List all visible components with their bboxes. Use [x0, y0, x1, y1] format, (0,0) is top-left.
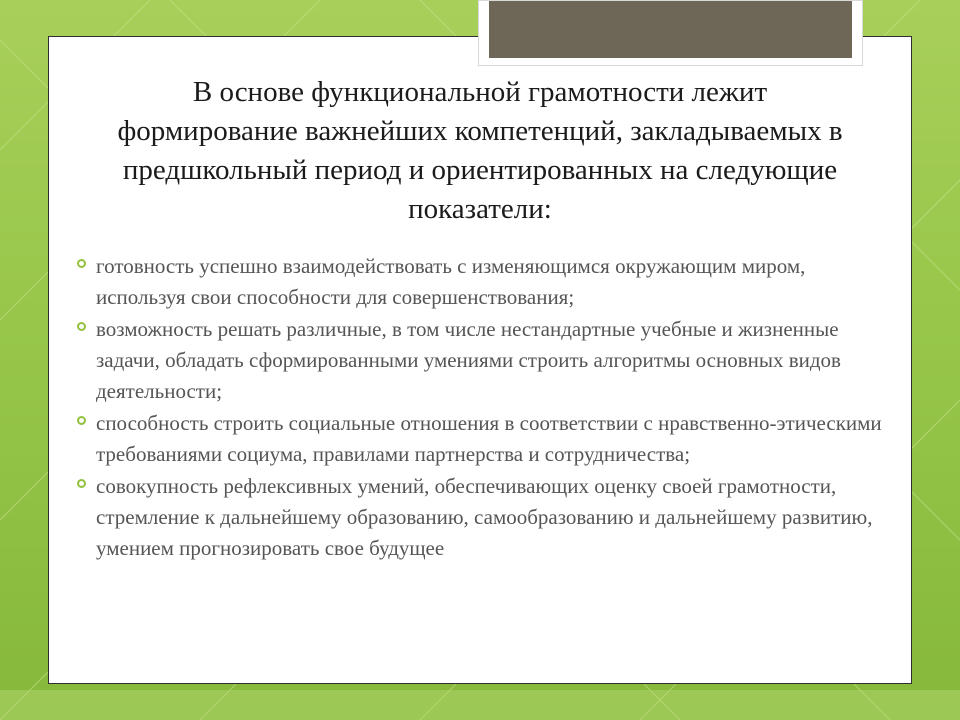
list-item-text: возможность решать различные, в том числе нестандартные учебные и жизненные задачи, обладать сформированными умениями строить алгоритмы основных видов деятельности;: [96, 317, 841, 403]
list-item-text: способность строить социальные отношения в соответствии с нравственно-этическими требованиями социума, правилами партнерства и сотрудничества;: [96, 411, 882, 466]
list-item-text: готовность успешно взаимодействовать с изменяющимся окружающим миром, используя свои способности для совершенствования;: [96, 254, 806, 309]
ring-bullet-icon: [77, 322, 86, 331]
ring-bullet-icon: [77, 259, 86, 268]
list-item-text: совокупность рефлексивных умений, обеспечивающих оценку своей грамотности, стремление к дальнейшему образованию, самообразованию и дальнейшему развитию, умением прогнозировать свое будущее: [96, 474, 873, 560]
bullet-list: [96, 251, 896, 565]
list-item: [96, 251, 896, 313]
slide-title: В основе функциональной грамотности лежит формирование важнейших компетенций, закладываемых в предшкольный период и ориентированных на следующие показатели:: [117, 76, 843, 225]
list-item: [96, 408, 896, 470]
list-item: [96, 471, 896, 564]
header-bar-fill: [489, 1, 852, 58]
header-bar: [478, 0, 863, 66]
ring-bullet-icon: [77, 416, 86, 425]
list-item: [96, 314, 896, 407]
ring-bullet-icon: [77, 479, 86, 488]
